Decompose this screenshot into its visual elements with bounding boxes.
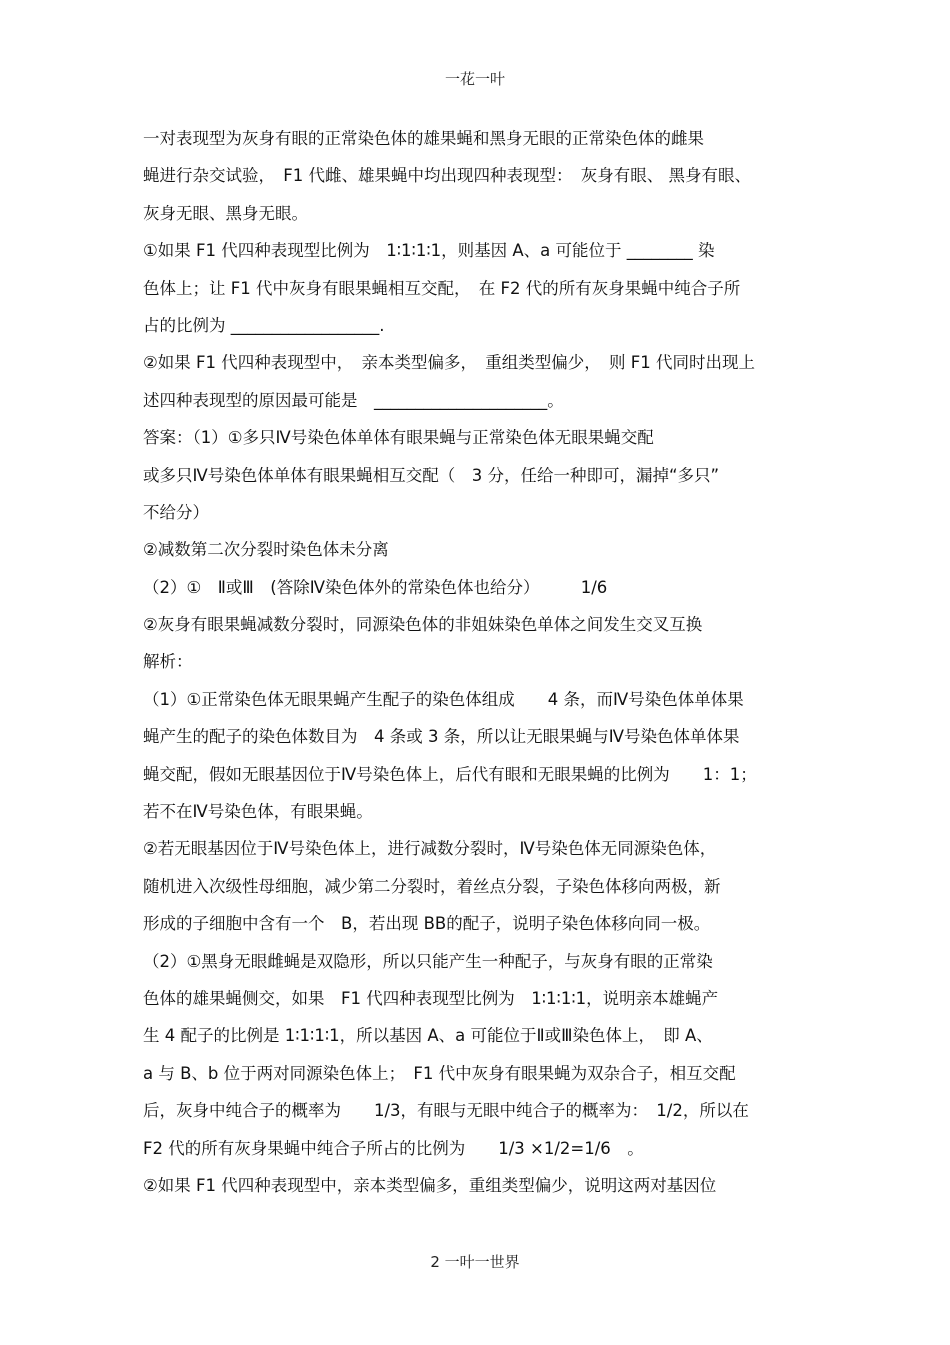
text-line: （2）① Ⅱ或Ⅲ (答除Ⅳ染色体外的常染色体也给分） 1/6 (143, 577, 608, 597)
analysis-heading: 解析： (143, 652, 193, 672)
text-line: 占的比例为 __________________. (143, 315, 385, 335)
text-line: 或多只Ⅳ号染色体单体有眼果蝇相互交配（ 3 分，任给一种即可，漏掉“多只” (143, 465, 720, 485)
text-line: ②减数第二次分裂时染色体未分离 (143, 540, 389, 560)
text-line: a 与 B、b 位于两对同源染色体上； F1 代中灰身有眼果蝇为双杂合子，相互交配 (143, 1063, 736, 1083)
text-line: 蝇交配，假如无眼基因位于Ⅳ号染色体上，后代有眼和无眼果蝇的比例为 1：1； (143, 764, 757, 784)
text-line: 后，灰身中纯合子的概率为 1/3，有眼与无眼中纯合子的概率为： 1/2，所以在 (143, 1101, 749, 1121)
text-line: 生 4 配子的比例是 1∶1∶1∶1，所以基因 A、a 可能位于Ⅱ或Ⅲ染色体上， 即 A、 (143, 1026, 713, 1046)
text-line: ②如果 F1 代四种表现型中，亲本类型偏多，重组类型偏少，说明这两对基因位 (143, 1175, 717, 1195)
page-header: 一花一叶 (444, 70, 505, 88)
text-line: 蝇产生的配子的染色体数目为 4 条或 3 条，所以让无眼果蝇与Ⅳ号染色体单体果 (143, 727, 740, 747)
question-1-line: ①如果 F1 代四种表现型比例为 1∶1∶1∶1，则基因 A、a 可能位于 ________ 染 (143, 241, 715, 261)
text-line: 色体的雄果蝇侧交，如果 F1 代四种表现型比例为 1∶1∶1∶1，说明亲本雄蝇产 (143, 988, 719, 1008)
answer-heading: 答案：（1）①多只Ⅳ号染色体单体有眼果蝇与正常染色体无眼果蝇交配 (143, 428, 654, 448)
text-line: （1）①正常染色体无眼果蝇产生配子的染色体组成 4 条，而Ⅳ号染色体单体果 (143, 689, 744, 709)
text-line: 灰身无眼、黑身无眼。 (143, 203, 308, 223)
text-line: ②若无眼基因位于Ⅳ号染色体上，进行减数分裂时，Ⅳ号染色体无同源染色体， (143, 839, 717, 859)
document-body (143, 120, 813, 1204)
question-2-line: ②如果 F1 代四种表现型中， 亲本类型偏多， 重组类型偏少， 则 F1 代同时出现上 (143, 353, 755, 373)
text-line: 不给分） (143, 502, 209, 522)
text-line: 色体上；让 F1 代中灰身有眼果蝇相互交配， 在 F2 代的所有灰身果蝇中纯合子所 (143, 278, 741, 298)
text-line: （2）①黑身无眼雌蝇是双隐形，所以只能产生一种配子，与灰身有眼的正常染 (143, 951, 713, 971)
text-line: 若不在Ⅳ号染色体，有眼果蝇。 (143, 802, 373, 822)
text-line: 述四种表现型的原因最可能是 _____________________。 (143, 390, 564, 410)
text-line: ②灰身有眼果蝇减数分裂时，同源染色体的非姐妹染色单体之间发生交叉互换 (143, 615, 703, 635)
text-line: 一对表现型为灰身有眼的正常染色体的雄果蝇和黑身无眼的正常染色体的雌果 (143, 129, 704, 148)
text-line: 蝇进行杂交试验， F1 代雌、雄果蝇中均出现四种表现型： 灰身有眼、 黑身有眼、 (143, 166, 751, 186)
text-line: 形成的子细胞中含有一个 B，若出现 BB的配子，说明子染色体移向同一极。 (143, 914, 711, 934)
page-footer: 2 一叶一世界 (430, 1253, 520, 1271)
text-line: F2 代的所有灰身果蝇中纯合子所占的比例为 1/3 ×1/2=1/6 。 (143, 1138, 644, 1158)
text-line: 随机进入次级性母细胞，减少第二分裂时，着丝点分裂，子染色体移向两极，新 (143, 876, 721, 896)
